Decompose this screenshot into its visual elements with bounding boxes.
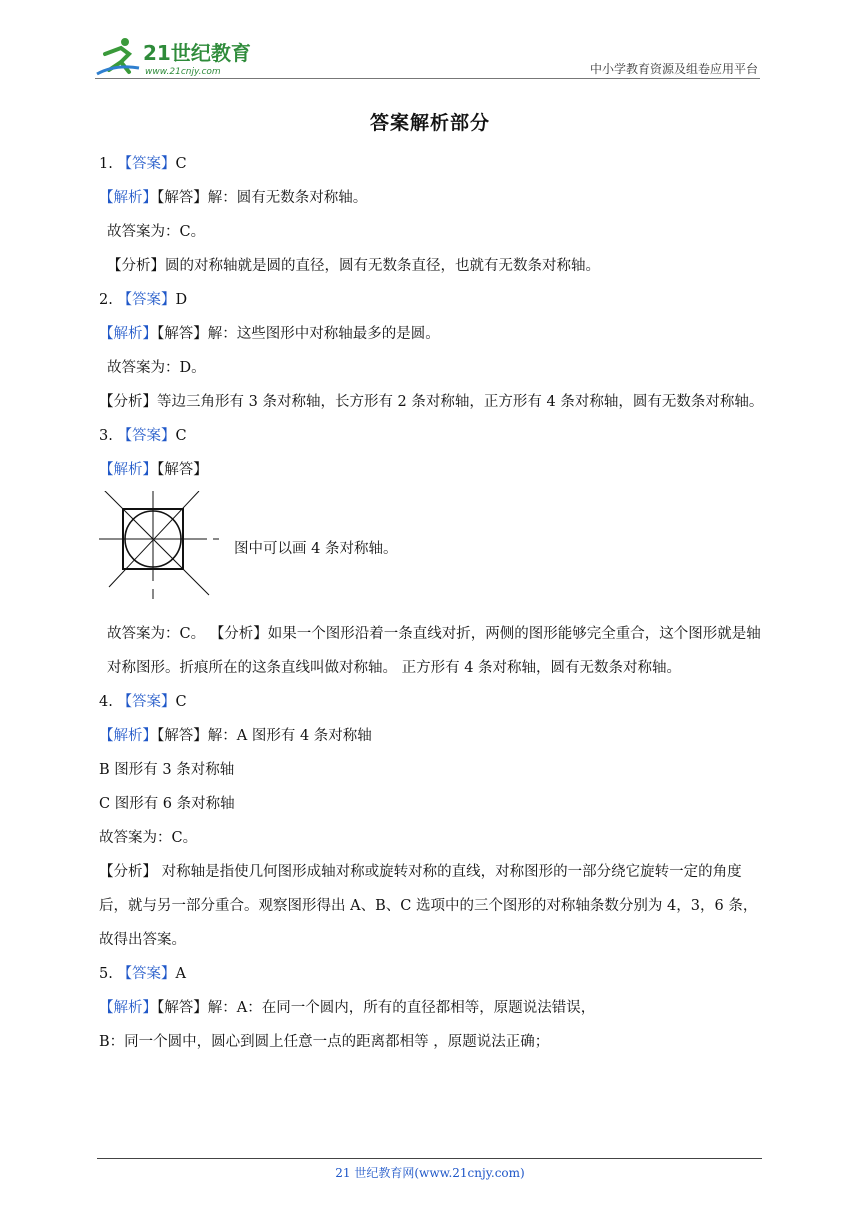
q2-jiexi-line: [99, 317, 764, 351]
q5-answer-line: [99, 957, 764, 991]
answer-content: [99, 147, 764, 1059]
q3-figure-caption: 图中可以画 4 条对称轴。: [234, 541, 398, 557]
q4-answer: C: [175, 694, 187, 710]
q1-jiexi-tag: 【解析】: [99, 190, 157, 206]
q3-jieda: 【解答】: [157, 462, 208, 478]
footer-divider: [97, 1158, 762, 1159]
q5-line-b: B：同一个圆中，圆心到圆上任意一点的距离都相等 ，原题说法正确；: [99, 1034, 550, 1050]
q4-analysis: 【分析】 对称轴是指使几何图形成轴对称或旋转对称的直线，对称图形的一部分绕它旋转一定的角度后，就与另一部分重合。观察图形得出 A、B、C 选项中的三个图形的对称轴条数分别为 4，3，6 条，故得出答案。: [99, 864, 758, 948]
logo-url: www.21cnjy.com: [145, 67, 221, 77]
q1-answer-line: [99, 147, 764, 181]
header-divider: [95, 78, 760, 79]
q2-analysis: 【分析】等边三角形有 3 条对称轴，长方形有 2 条对称轴，正方形有 4 条对称轴，圆有无数条对称轴。: [99, 394, 764, 410]
q1-conclusion: 故答案为：C。: [107, 224, 206, 240]
q5-answer: A: [175, 966, 186, 982]
q3-figure: [99, 491, 764, 611]
q5-answer-tag: 【答案】: [117, 966, 176, 982]
q1-answer-tag: 【答案】: [117, 156, 176, 172]
q4-line-c: C 图形有 6 条对称轴: [99, 796, 235, 812]
q4-jiexi-line: [99, 719, 764, 753]
q3-answer-line: [99, 419, 764, 453]
q1-analysis: 【分析】圆的对称轴就是圆的直径，圆有无数条直径，也就有无数条对称轴。: [107, 258, 600, 274]
q1-answer: C: [175, 156, 187, 172]
page-header: [95, 30, 760, 80]
q2-jiexi-tag: 【解析】: [99, 326, 157, 342]
q3-jiexi-line: [99, 453, 764, 487]
q4-conclusion: 故答案为：C。: [99, 830, 198, 846]
platform-name: 中小学教育资源及组卷应用平台: [589, 62, 758, 76]
q1-jieda: 【解答】解：圆有无数条对称轴。: [157, 190, 368, 206]
q1-jiexi-line: [99, 181, 764, 215]
page-footer[interactable]: 21 世纪教育网(www.21cnjy.com): [335, 1166, 525, 1180]
q3-answer: C: [175, 428, 187, 444]
page-title: 答案解析部分: [369, 112, 490, 134]
q2-jieda: 【解答】解：这些图形中对称轴最多的是圆。: [157, 326, 440, 342]
square-circle-axes-figure: [99, 491, 229, 611]
q3-conclusion-analysis: 故答案为：C。 【分析】如果一个图形沿着一条直线对折，两侧的图形能够完全重合，这个图形就是轴对称图形。折痕所在的这条直线叫做对称轴。 正方形有 4 条对称轴，圆有无数条对称轴。: [107, 626, 761, 676]
q4-line-b: B 图形有 3 条对称轴: [99, 762, 235, 778]
q4-answer-tag: 【答案】: [117, 694, 176, 710]
q4-number: 4.: [99, 694, 113, 710]
q5-jieda: 【解答】解：A：在同一个圆内，所有的直径都相等，原题说法错误，: [157, 1000, 596, 1016]
q2-answer: D: [175, 292, 188, 308]
q5-jiexi-line: [99, 991, 764, 1025]
q2-answer-line: [99, 283, 764, 317]
q5-number: 5.: [99, 966, 113, 982]
q2-answer-tag: 【答案】: [117, 292, 176, 308]
running-figure-icon: [97, 38, 139, 74]
q1-number: 1.: [99, 156, 113, 172]
q5-jiexi-tag: 【解析】: [99, 1000, 157, 1016]
logo-text: 21世纪教育: [143, 41, 251, 65]
q2-conclusion: 故答案为：D。: [107, 360, 206, 376]
q4-answer-line: [99, 685, 764, 719]
q3-jiexi-tag: 【解析】: [99, 462, 157, 478]
q4-jieda: 【解答】解：A 图形有 4 条对称轴: [157, 728, 372, 744]
q3-answer-tag: 【答案】: [117, 428, 176, 444]
q4-jiexi-tag: 【解析】: [99, 728, 157, 744]
q3-number: 3.: [99, 428, 113, 444]
q2-number: 2.: [99, 292, 113, 308]
site-logo: [95, 34, 265, 78]
